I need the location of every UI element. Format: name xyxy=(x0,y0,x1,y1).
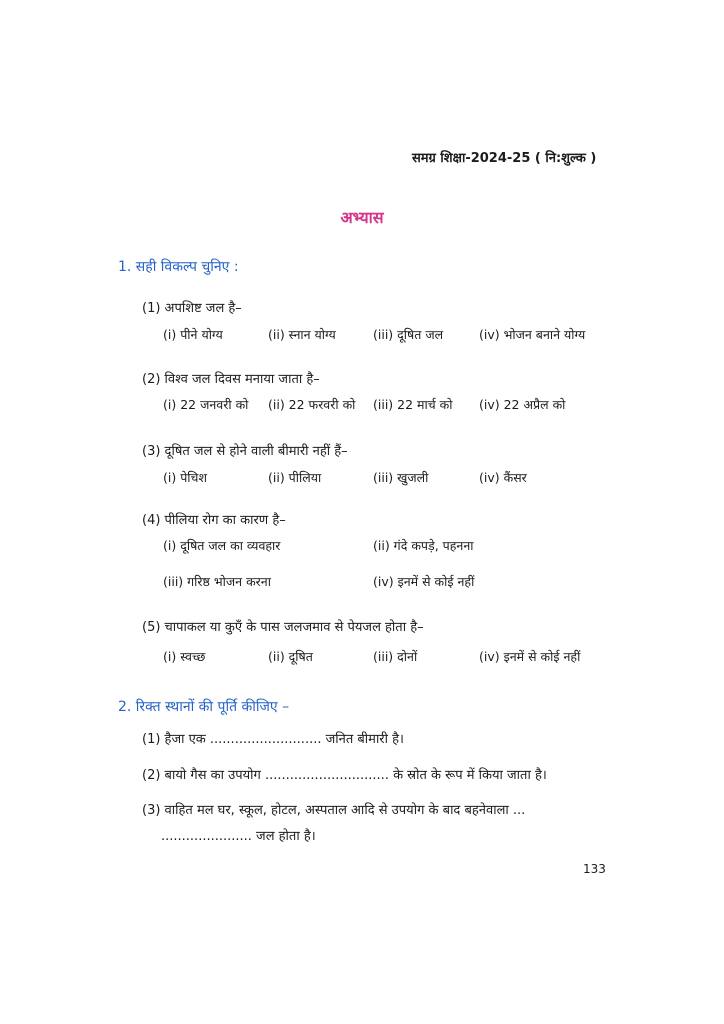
q5-option-i: (i) स्वच्छ xyxy=(163,649,206,664)
question-1: (1) अपशिष्ट जल है– xyxy=(142,301,242,316)
fill-blank-3: (3) वाहित मल घर, स्कूल, होटल, अस्पताल आदि से उपयोग के बाद बहनेवाला ... xyxy=(142,803,526,818)
page-header: समग्र शिक्षा-2024-25 ( नि:शुल्क ) xyxy=(412,151,597,166)
q4-option-ii: (ii) गंदे कपड़े, पहनना xyxy=(373,538,474,553)
question-5: (5) चापाकल या कुएँ के पास जलजमाव से पेयजल होता है– xyxy=(142,620,424,635)
q4-option-iv: (iv) इनमें से कोई नहीं xyxy=(373,574,475,589)
q2-option-i: (i) 22 जनवरी को xyxy=(163,397,249,412)
q1-option-ii: (ii) स्नान योग्य xyxy=(268,327,336,342)
q5-option-iv: (iv) इनमें से कोई नहीं xyxy=(479,649,581,664)
question-3: (3) दूषित जल से होने वाली बीमारी नहीं हैं– xyxy=(142,444,348,459)
q1-option-iv: (iv) भोजन बनाने योग्य xyxy=(479,327,586,342)
q2-option-iii: (iii) 22 मार्च को xyxy=(373,397,453,412)
question-2: (2) विश्व जल दिवस मनाया जाता है– xyxy=(142,372,320,387)
q1-option-i: (i) पीने योग्य xyxy=(163,327,223,342)
q1-option-iii: (iii) दूषित जल xyxy=(373,327,444,342)
section-1-heading: 1. सही विकल्प चुनिए : xyxy=(118,259,239,275)
fill-blank-1: (1) हैजा एक ........................... जनित बीमारी है। xyxy=(142,732,404,747)
q3-option-ii: (ii) पीलिया xyxy=(268,470,322,485)
question-4: (4) पीलिया रोग का कारण है– xyxy=(142,513,286,528)
section-2-heading: 2. रिक्त स्थानों की पूर्ति कीजिए – xyxy=(118,699,290,715)
q3-option-iii: (iii) खुजली xyxy=(373,470,429,485)
page-number: 133 xyxy=(583,862,606,876)
q4-option-i: (i) दूषित जल का व्यवहार xyxy=(163,538,281,553)
q2-option-iv: (iv) 22 अप्रैल को xyxy=(479,397,566,412)
fill-blank-3-continued: ...................... जल होता है। xyxy=(161,829,316,844)
page-title: अभ्यास xyxy=(340,208,384,227)
q5-option-iii: (iii) दोनों xyxy=(373,649,418,664)
q5-option-ii: (ii) दूषित xyxy=(268,649,313,664)
q4-option-iii: (iii) गरिष्ठ भोजन करना xyxy=(163,574,271,589)
q2-option-ii: (ii) 22 फरवरी को xyxy=(268,397,356,412)
fill-blank-2: (2) बायो गैस का उपयोग .............................. के स्रोत के रूप में किया जाता है। xyxy=(142,768,547,783)
q3-option-i: (i) पेचिश xyxy=(163,470,207,485)
q3-option-iv: (iv) कैंसर xyxy=(479,470,527,485)
